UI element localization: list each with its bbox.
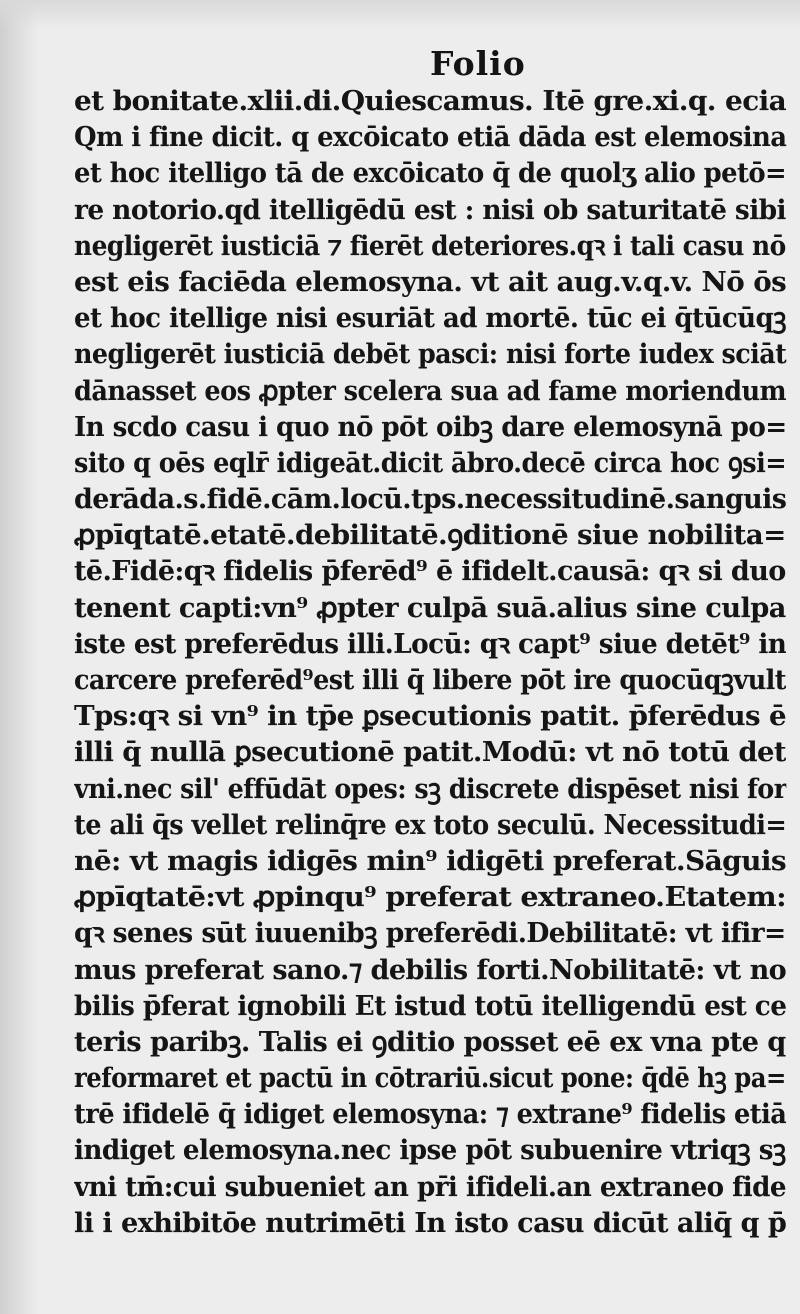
text-line: sito q oēs eqlr̄ idigeāt.dicit ābro.decē circa hoc ꝯsi= (74, 447, 787, 479)
text-line: In scdo casu i quo nō pōt oibꝫ dare elemosynā po= (74, 411, 787, 443)
text-line: indiget elemosyna.nec ipse pōt subuenire vtriqꝫ sꝫ (74, 1135, 786, 1167)
text-line: qꝛ senes sūt iuuenibꝫ preferēdi.Debilitatē: vt ifir= (74, 918, 786, 950)
text-line: tē.Fidē:qꝛ fidelis p̄ferēd⁹ ē ifidelt.causā: qꝛ si duo (74, 556, 786, 588)
body-text (74, 84, 786, 1242)
text-line: te ali q̄s vellet relinq̄re ex toto seculū. Necessitudi= (74, 809, 786, 841)
text-line: negligerēt iusticiā debēt pasci: nisi forte iudex sciāt (74, 339, 787, 371)
text-line: teris paribꝫ. Talis ei ꝯditio posset eē ex vna pte q (74, 1026, 786, 1058)
text-line: vni tm̄:cui subueniet an pr̄i ifideli.an extraneo fide (74, 1171, 786, 1203)
page-top-shadow (0, 0, 800, 30)
text-line: et hoc itelligo tā de excōicato q̄ de quolʒ alio petō= (74, 158, 787, 190)
text-line: li i exhibitōe nutrimēti In isto casu dicūt aliq̄ q p̄ (74, 1207, 787, 1239)
text-line: vni.nec sil' effūdāt opes: sꝫ discrete dispēset nisi for (74, 773, 787, 805)
text-line: nē: vt magis idigēs min⁹ idigēti preferat.Sāguis (74, 845, 787, 877)
text-line: tenent capti:vn⁹ ꝓpter culpā suā.alius sine culpa (74, 592, 786, 624)
text-line: carcere preferēd⁹est illi q̄ libere pōt ire quocūqꝫvult (74, 665, 786, 696)
text-line: et bonitate.xlii.di.Quiescamus. Itē gre.xi.q. ecia (74, 86, 787, 117)
text-line: negligerēt iusticiā ⁊ fierēt deteriores.qꝛ i tali casu nō (74, 230, 786, 262)
text-line: ꝓpīqtatē.etatē.debilitatē.ꝯditionē siue nobilita= (74, 520, 786, 552)
text-line: Tps:qꝛ si vn⁹ in tp̄e ꝑsecutionis patit. p̄ferēdus ē (74, 701, 787, 733)
text-line: mus preferat sano.⁊ debilis forti.Nobilitatē: vt no (74, 954, 787, 986)
text-line: iste est preferēdus illi.Locū: qꝛ capt⁹ siue detēt⁹ in (74, 628, 786, 660)
text-line: trē ifidelē q̄ idiget elemosyna: ⁊ extrane⁹ fidelis etiā (74, 1099, 787, 1131)
text-line: est eis faciēda elemosyna. vt ait aug.v.q.v. Nō ōs (74, 266, 786, 298)
text-line: reformaret et pactū in cōtrariū.sicut pone: q̄dē hꝫ pa= (74, 1063, 786, 1095)
text-line: ꝓpīqtatē:vt ꝓpinqu⁹ preferat extraneo.Etatem: (74, 882, 786, 914)
text-line: bilis p̄ferat ignobili Et istud totū itelligendū est ce (74, 990, 786, 1022)
text-line: derāda.s.fidē.cām.locū.tps.necessitudinē.sanguis (74, 484, 787, 516)
text-line: dānasset eos ꝓpter scelera sua ad fame moriendum (74, 375, 786, 407)
text-line: re notorio.qd itelligēdū est : nisi ob saturitatē sibi (74, 194, 786, 226)
folio-header: Folio (430, 44, 526, 83)
text-line: Qm i fine dicit. q excōicato etiā dāda est elemosina (74, 122, 787, 154)
page-gutter-shadow (0, 0, 38, 1314)
text-line: illi q̄ nullā ꝑsecutionē patit.Modū: vt nō totū det (74, 737, 786, 769)
text-line: et hoc itellige nisi esuriāt ad mortē. tūc ei q̄tūcūqꝫ (74, 303, 786, 335)
